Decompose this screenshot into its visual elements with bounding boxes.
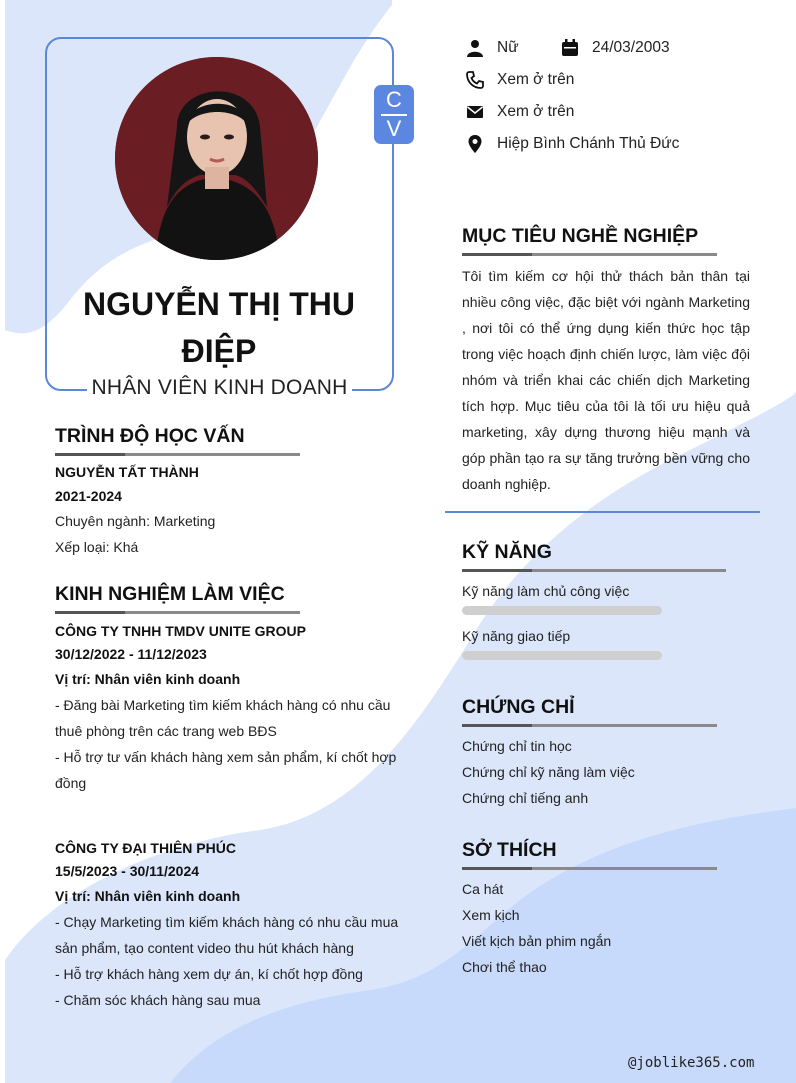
phone-value: Xem ở trên bbox=[497, 71, 575, 88]
job-1-period: 30/12/2022 - 11/12/2023 bbox=[55, 646, 207, 662]
job-1-line-3: - Hỗ trợ tư vấn khách hàng xem sản phẩm, kí chốt hợp bbox=[55, 749, 397, 765]
skill-1-label: Kỹ năng làm chủ công việc bbox=[462, 583, 630, 599]
job-1-line-1: - Đăng bài Marketing tìm kiếm khách hàng có nhu cầu bbox=[55, 697, 391, 713]
phone-row bbox=[466, 68, 666, 92]
skill-1-bar bbox=[462, 606, 662, 615]
job-2-line-1: - Chạy Marketing tìm kiếm khách hàng có nhu cầu mua bbox=[55, 914, 399, 930]
job-2-line-3: - Hỗ trợ khách hàng xem dự án, kí chốt hợp đồng bbox=[55, 966, 363, 982]
user-icon bbox=[466, 39, 484, 57]
certificate-2: Chứng chỉ kỹ năng làm việc bbox=[462, 764, 635, 780]
hobby-3: Viết kịch bản phim ngắn bbox=[462, 933, 612, 949]
hobby-2: Xem kịch bbox=[462, 907, 520, 923]
address-row bbox=[466, 132, 756, 156]
job-2-period: 15/5/2023 - 30/11/2024 bbox=[55, 863, 200, 879]
phone-icon bbox=[466, 71, 484, 89]
skills-underline bbox=[462, 569, 726, 572]
calendar-icon bbox=[561, 39, 579, 57]
education-years: 2021-2024 bbox=[55, 488, 122, 504]
footer-handle: @joblike365.com bbox=[628, 1055, 755, 1071]
job-2-line-4: - Chăm sóc khách hàng sau mua bbox=[55, 992, 261, 1008]
skills-title: KỸ NĂNG bbox=[462, 541, 552, 563]
education-grade: Xếp loại: Khá bbox=[55, 539, 139, 555]
portrait-illustration bbox=[115, 57, 318, 260]
job-1-company: CÔNG TY TNHH TMDV UNITE GROUP bbox=[55, 623, 306, 639]
gender-value: Nữ bbox=[497, 39, 519, 56]
birthdate-row bbox=[561, 36, 701, 60]
cv-badge bbox=[374, 85, 414, 144]
certificate-1: Chứng chỉ tin học bbox=[462, 738, 572, 754]
job-1-position: Vị trí: Nhân viên kinh doanh bbox=[55, 671, 241, 687]
certificates-title: CHỨNG CHỈ bbox=[462, 696, 575, 718]
section-divider bbox=[445, 511, 760, 513]
name-line-2: ĐIỆP bbox=[181, 333, 257, 369]
email-row bbox=[466, 100, 666, 124]
skill-2-bar bbox=[462, 651, 662, 660]
objective-title: MỤC TIÊU NGHỀ NGHIỆP bbox=[462, 225, 699, 247]
job-2-position: Vị trí: Nhân viên kinh doanh bbox=[55, 888, 241, 904]
name-line-1: NGUYỄN THỊ THU bbox=[83, 286, 355, 322]
school-name: NGUYỄN TẤT THÀNH bbox=[55, 464, 199, 480]
hobby-4: Chơi thể thao bbox=[462, 959, 547, 975]
job-2-line-2: sản phẩm, tạo content video thu hút khách hàng bbox=[55, 940, 354, 956]
objective-text: Tôi tìm kiếm cơ hội thử thách bản thân tại nhiều công việc, đặc biệt với ngành Marketing , nơi tôi có thể ứng dụng kiến thức học tập trong việc hoạch định chiến lược, làm việc đội nhóm và triển khai các chiến dịch Marketing tích hợp. Mục tiêu của tôi là tối ưu hiệu quả marketing, xây dựng thương hiệu mạnh và góp phần tạo ra sự tăng trưởng bền vững cho doanh nghiệp. bbox=[462, 268, 750, 492]
hobbies-title: SỞ THÍCH bbox=[462, 839, 557, 861]
cv-badge-bottom: V bbox=[386, 116, 402, 141]
birthdate-value: 24/03/2003 bbox=[592, 39, 670, 56]
education-title: TRÌNH ĐỘ HỌC VẤN bbox=[55, 425, 245, 447]
address-value: Hiệp Bình Chánh Thủ Đức bbox=[497, 135, 680, 152]
job-1-line-4: đồng bbox=[55, 775, 87, 791]
candidate-name bbox=[55, 281, 383, 375]
job-title: NHÂN VIÊN KINH DOANH bbox=[91, 376, 348, 399]
education-underline bbox=[55, 453, 300, 456]
job-2-company: CÔNG TY ĐẠI THIÊN PHÚC bbox=[55, 840, 236, 856]
avatar bbox=[115, 57, 318, 260]
education-major: Chuyên ngành: Marketing bbox=[55, 513, 216, 529]
certificates-underline bbox=[462, 724, 717, 727]
skill-2-label: Kỹ năng giao tiếp bbox=[462, 628, 571, 644]
email-value: Xem ở trên bbox=[497, 103, 575, 120]
objective-underline bbox=[462, 253, 717, 256]
experience-title: KINH NGHIỆM LÀM VIỆC bbox=[55, 583, 285, 605]
cv-badge-top: C bbox=[386, 87, 402, 112]
hobby-1: Ca hát bbox=[462, 881, 504, 897]
job-1-line-2: thuê phòng trên các trang web BĐS bbox=[55, 723, 277, 739]
experience-underline bbox=[55, 611, 300, 614]
certificate-3: Chứng chỉ tiếng anh bbox=[462, 790, 589, 806]
mail-icon bbox=[466, 103, 484, 121]
hobbies-underline bbox=[462, 867, 717, 870]
location-icon bbox=[466, 135, 484, 153]
